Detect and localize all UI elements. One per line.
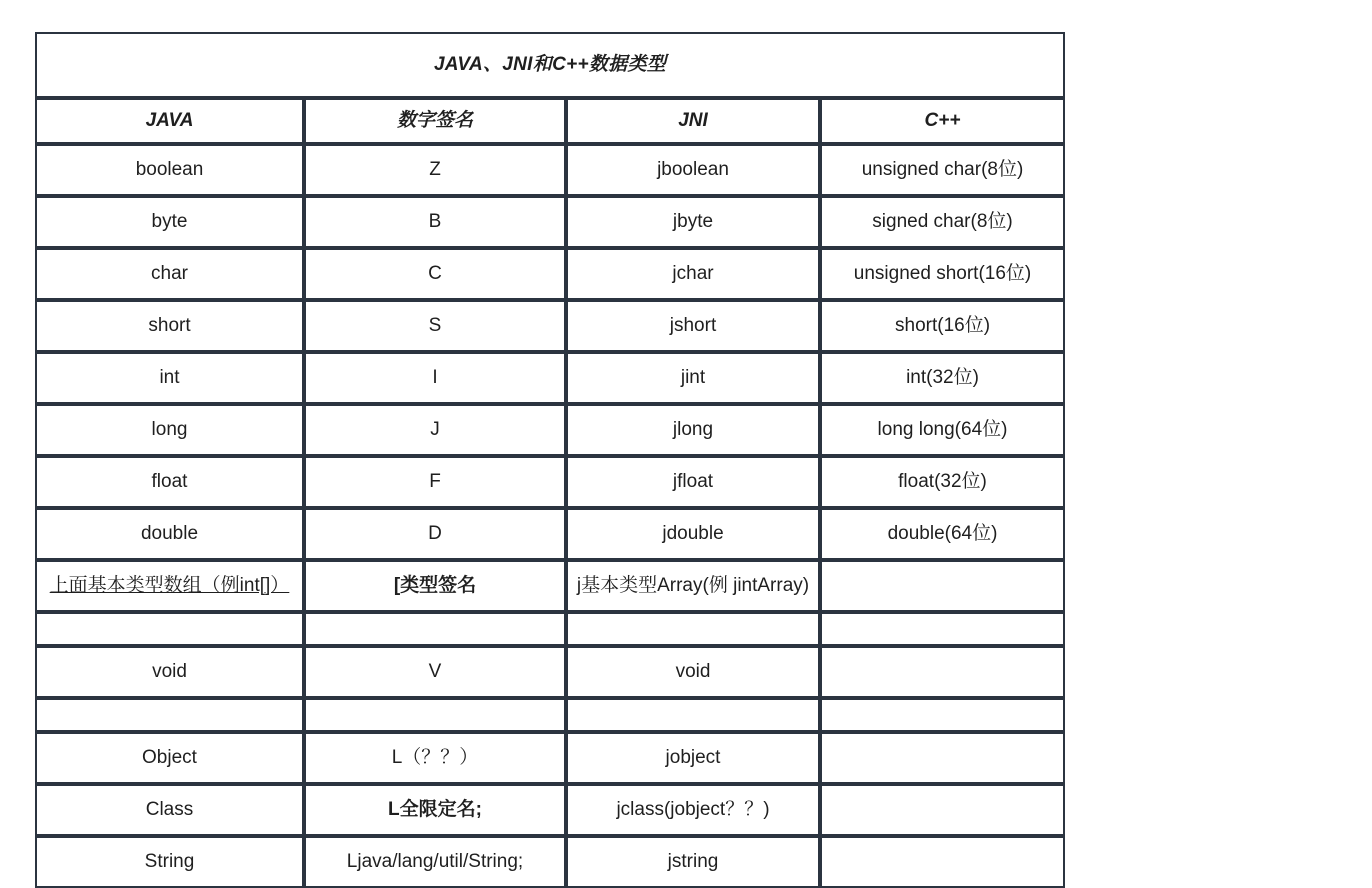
data-type-table [35, 32, 1065, 888]
column-header-cpp: C++ [820, 98, 1065, 144]
cell-java: float [35, 456, 304, 508]
cell-cpp [820, 560, 1065, 612]
cell-java: short [35, 300, 304, 352]
table-row [35, 300, 1065, 352]
table-row-blank [35, 612, 1065, 646]
column-header-signature: 数字签名 [304, 98, 566, 144]
table-row [35, 646, 1065, 698]
cell-jni [566, 698, 820, 732]
cell-cpp [820, 732, 1065, 784]
cell-java: char [35, 248, 304, 300]
cell-signature: Z [304, 144, 566, 196]
table-row [35, 144, 1065, 196]
cell-jni: jclass(jobject？？) [566, 784, 820, 836]
cell-cpp [820, 612, 1065, 646]
table-row [35, 352, 1065, 404]
table-row [35, 784, 1065, 836]
cell-jni: j基本类型Array(例 jintArray) [566, 560, 820, 612]
cell-signature: L全限定名; [304, 784, 566, 836]
column-header-jni: JNI [566, 98, 820, 144]
cell-java: String [35, 836, 304, 888]
cell-jni: jfloat [566, 456, 820, 508]
table-row-array-types [35, 560, 1065, 612]
cell-signature: Ljava/lang/util/String; [304, 836, 566, 888]
table-title-row [35, 32, 1065, 98]
table-title: JAVA、JNI和C++数据类型 [35, 32, 1065, 98]
cell-jni [566, 612, 820, 646]
table-row [35, 508, 1065, 560]
cell-java: byte [35, 196, 304, 248]
cell-java: long [35, 404, 304, 456]
cell-java [35, 698, 304, 732]
table-row [35, 196, 1065, 248]
cell-jni: jchar [566, 248, 820, 300]
cell-cpp: long long(64位) [820, 404, 1065, 456]
cell-cpp [820, 784, 1065, 836]
cell-cpp: float(32位) [820, 456, 1065, 508]
cell-java: void [35, 646, 304, 698]
cell-jni: jshort [566, 300, 820, 352]
cell-signature: J [304, 404, 566, 456]
cell-cpp: double(64位) [820, 508, 1065, 560]
cell-cpp: unsigned char(8位) [820, 144, 1065, 196]
cell-jni: jboolean [566, 144, 820, 196]
column-header-java: JAVA [35, 98, 304, 144]
cell-signature: L（？？） [304, 732, 566, 784]
table-row [35, 248, 1065, 300]
cell-jni: jint [566, 352, 820, 404]
cell-jni: jobject [566, 732, 820, 784]
cell-java: boolean [35, 144, 304, 196]
cell-java [35, 612, 304, 646]
cell-signature: C [304, 248, 566, 300]
cell-signature [304, 612, 566, 646]
cell-cpp: int(32位) [820, 352, 1065, 404]
cell-cpp: short(16位) [820, 300, 1065, 352]
table-row-blank [35, 698, 1065, 732]
cell-java: 上面基本类型数组（例int[]） [35, 560, 304, 612]
cell-signature [304, 698, 566, 732]
table-row [35, 732, 1065, 784]
cell-cpp: unsigned short(16位) [820, 248, 1065, 300]
cell-signature: I [304, 352, 566, 404]
cell-cpp [820, 698, 1065, 732]
cell-cpp: signed char(8位) [820, 196, 1065, 248]
cell-jni: jlong [566, 404, 820, 456]
table-row [35, 404, 1065, 456]
cell-jni: void [566, 646, 820, 698]
cell-java: double [35, 508, 304, 560]
cell-java: int [35, 352, 304, 404]
cell-signature: V [304, 646, 566, 698]
cell-jni: jdouble [566, 508, 820, 560]
cell-java: Object [35, 732, 304, 784]
table-row [35, 836, 1065, 888]
cell-signature: B [304, 196, 566, 248]
cell-signature: S [304, 300, 566, 352]
cell-signature: F [304, 456, 566, 508]
table-row [35, 456, 1065, 508]
cell-cpp [820, 836, 1065, 888]
cell-jni: jbyte [566, 196, 820, 248]
cell-signature: [类型签名 [304, 560, 566, 612]
cell-jni: jstring [566, 836, 820, 888]
cell-cpp [820, 646, 1065, 698]
cell-signature: D [304, 508, 566, 560]
cell-java: Class [35, 784, 304, 836]
table-header-row [35, 98, 1065, 144]
